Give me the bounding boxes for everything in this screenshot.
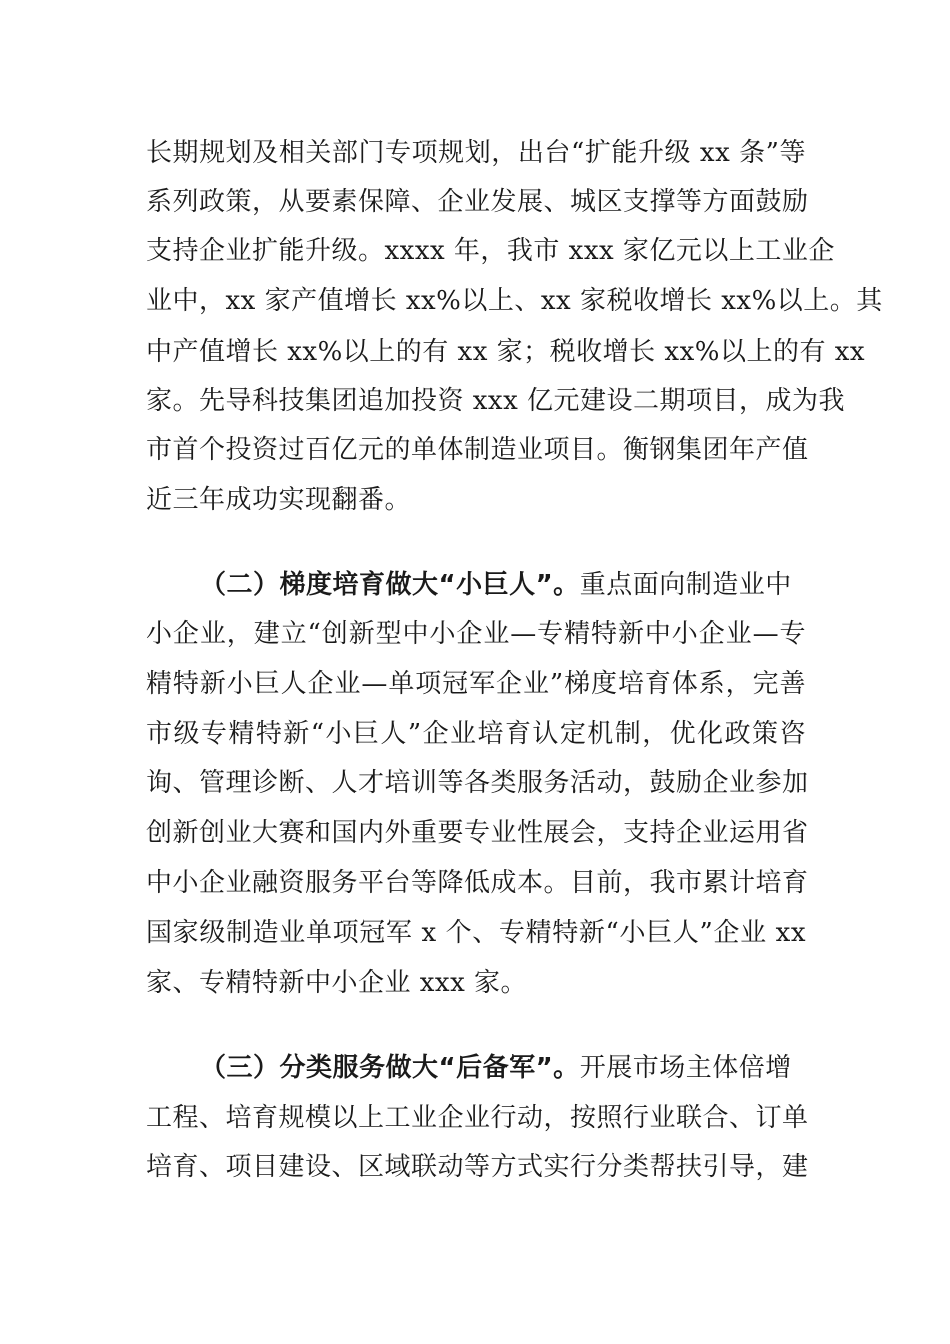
paragraph-line: 近三年成功实现翻番。 [146, 485, 412, 515]
paragraph-line: 国家级制造业单项冠军 x 个、专精特新“小巨人”企业 xx [146, 918, 806, 948]
paragraph-line: 工程、培育规模以上工业企业行动，按照行业联合、订单 [146, 1103, 809, 1133]
paragraph-line: 创新创业大赛和国内外重要专业性展会，支持企业运用省 [146, 818, 809, 848]
paragraph-line: 市级专精特新“小巨人”企业培育认定机制，优化政策咨 [146, 719, 806, 749]
paragraph-line: 询、管理诊断、人才培训等各类服务活动，鼓励企业参加 [146, 768, 809, 798]
section-first-line [200, 570, 806, 600]
section-first-line [200, 1053, 806, 1083]
paragraph-line: 长期规划及相关部门专项规划，出台“扩能升级 xx 条”等 [146, 138, 806, 168]
paragraph-line: 家、专精特新中小企业 xxx 家。 [146, 968, 528, 998]
paragraph-line: 业中，xx 家产值增长 xx%以上、xx 家税收增长 xx%以上。其 [146, 286, 883, 316]
paragraph-line: 家。先导科技集团追加投资 xxx 亿元建设二期项目，成为我 [146, 386, 846, 416]
paragraph-line: 市首个投资过百亿元的单体制造业项目。衡钢集团年产值 [146, 435, 809, 465]
section-heading: （二）梯度培育做大“小巨人”。 [200, 570, 580, 600]
section-heading: （三）分类服务做大“后备军”。 [200, 1053, 580, 1083]
paragraph-line: 中小企业融资服务平台等降低成本。目前，我市累计培育 [146, 868, 809, 898]
section-text: 重点面向制造业中 [579, 570, 792, 600]
paragraph-line: 小企业，建立“创新型中小企业—专精特新中小企业—专 [146, 619, 806, 649]
paragraph-line: 支持企业扩能升级。xxxx 年，我市 xxx 家亿元以上工业企 [146, 236, 835, 266]
paragraph-line: 精特新小巨人企业—单项冠军企业”梯度培育体系，完善 [146, 669, 806, 699]
paragraph-line: 培育、项目建设、区域联动等方式实行分类帮扶引导，建 [146, 1152, 809, 1182]
paragraph-line: 中产值增长 xx%以上的有 xx 家；税收增长 xx%以上的有 xx [146, 337, 866, 367]
section-text: 开展市场主体倍增 [579, 1053, 792, 1083]
paragraph-line: 系列政策，从要素保障、企业发展、城区支撑等方面鼓励 [146, 187, 809, 217]
